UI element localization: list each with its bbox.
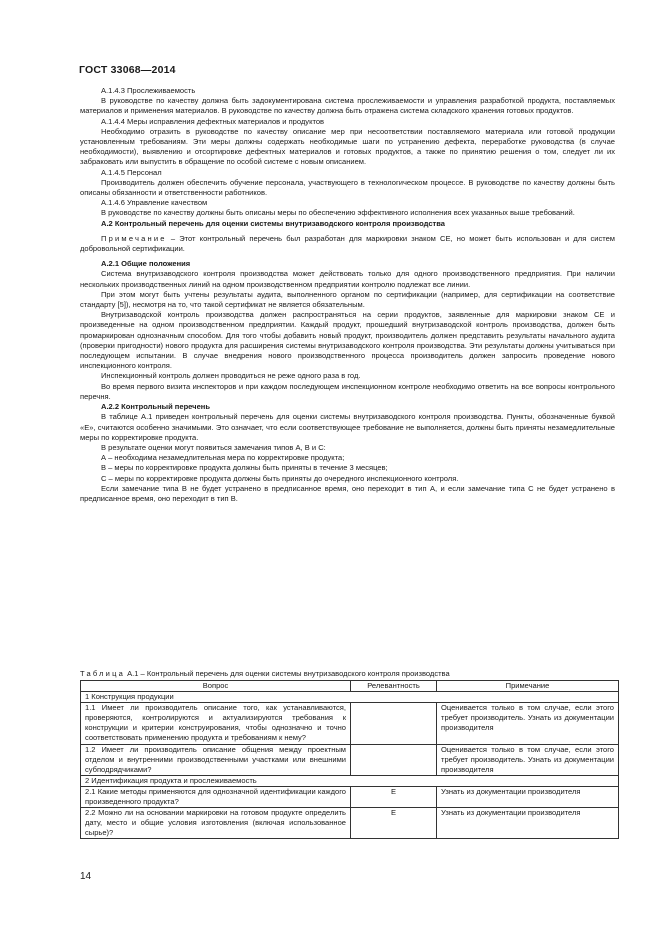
question-cell: 1.2 Имеет ли производитель описание общения между проектным отделом и внутренними производственными участками или внешними субподрядчиками? bbox=[81, 744, 351, 775]
paragraph: Если замечание типа В не будет устранено в предписанное время, оно переходит в тип А, и если замечание типа С не будет устранено в предписанное время, оно переходит в тип В. bbox=[80, 483, 615, 503]
relevance-cell: Е bbox=[351, 808, 437, 839]
paragraph: Во время первого визита инспекторов и при каждом последующем инспекционном контроле необходимо ответить на все вопросы контрольного перечня. bbox=[80, 381, 615, 401]
column-header: Примечание bbox=[437, 681, 619, 692]
section-heading: А.2.2 Контрольный перечень bbox=[101, 402, 210, 412]
note-cell: Оценивается только в том случае, если этого требует производитель. Узнать из документации производителя bbox=[437, 744, 619, 775]
page-number: 14 bbox=[80, 871, 92, 882]
table-row bbox=[81, 744, 619, 775]
relevance-cell bbox=[351, 744, 437, 775]
question-cell: 2.1 Какие методы применяются для однозначной идентификации каждого произведенного продукта? bbox=[81, 786, 351, 807]
paragraph: Инспекционный контроль должен проводиться не реже одного раза в год. bbox=[101, 371, 361, 381]
note-cell: Узнать из документации производителя bbox=[437, 808, 619, 839]
paragraph: Необходимо отразить в руководстве по качеству описание мер при несоответствии поставляемого материала или готовой продукции установленным требованиям. Эти меры должны содержать необходимые шаги по устранению дефекта, переработке руководства (в случае необходимости), выявлению и отсортировке дефектных материалов и готовых продуктов, а также по принятию решения о том, следует ли их забраковать или выпустить в обращение по особой системе с новым описанием. bbox=[80, 126, 615, 167]
table-caption-prefix: Таблица bbox=[80, 669, 125, 678]
table-row bbox=[81, 808, 619, 839]
standard-header: ГОСТ 33068—2014 bbox=[79, 64, 176, 76]
paragraph: Внутризаводской контроль производства должен распространяться на серии продуктов, заявленные для маркировки знаком СЕ и произведенные на одном производственном предприятии. Каждый продукт, прошедший внутризаводской контроль производства, должен быть промаркирован однозначным способом. Для того чтобы добавить новый продукт, производитель должен представить результаты начального аудита (проверки пригодности) нового продукта для расширения системы внутризаводского контроля производства. Эти результаты должны учитываться при последующем испытании. В случае внедрения нового производственного процесса производитель должен запросить проведение нового инспекционного контроля. bbox=[80, 310, 615, 371]
list-item: В – меры по корректировке продукта должны быть приняты в течение 3 месяцев; bbox=[101, 463, 388, 473]
section-heading: А.2 Контрольный перечень для оценки системы внутризаводского контроля производства bbox=[101, 218, 445, 228]
document-body bbox=[80, 86, 615, 504]
subsection-heading: А.1.4.3 Прослеживаемость bbox=[101, 86, 196, 95]
table-header-row bbox=[81, 681, 619, 692]
note-label: Примечание bbox=[101, 233, 167, 243]
subsection-heading: А.1.4.6 Управление качеством bbox=[101, 198, 208, 208]
table-caption bbox=[80, 669, 620, 678]
subsection-heading: А.1.4.4 Меры исправления дефектных материалов и продуктов bbox=[101, 116, 325, 126]
section-cell: 2 Идентификация продукта и прослеживаемость bbox=[81, 775, 619, 786]
column-header: Вопрос bbox=[81, 681, 351, 692]
paragraph: В результате оценки могут появиться замечания типов А, В и С: bbox=[101, 442, 326, 452]
subsection-heading: А.1.4.5 Персонал bbox=[101, 167, 162, 177]
table-caption-text: А.1 – Контрольный перечень для оценки системы внутризаводского контроля производства bbox=[125, 669, 450, 678]
column-header: Релевантность bbox=[351, 681, 437, 692]
paragraph: Производитель должен обеспечить обучение персонала, участвующего в технологическом процессе. В руководстве по качеству должны быть описаны обязанности и ответственности работников. bbox=[80, 177, 615, 198]
paragraph: В таблице А.1 приведен контрольный перечень для оценки системы внутризаводского контроля производства. Пункты, обозначенные буквой «Е», считаются особенно значимыми. Это означает, что если соответствующее требование не выполняется, должны быть приняты незамедлительные меры по корректировке продукта. bbox=[80, 412, 615, 442]
table-section-row bbox=[81, 775, 619, 786]
relevance-cell bbox=[351, 703, 437, 744]
section-heading: А.2.1 Общие положения bbox=[101, 259, 191, 269]
checklist-table bbox=[80, 680, 619, 839]
paragraph: При этом могут быть учтены результаты аудита, выполненного органом по сертификации (например, для сертификации на соответствие стандарту [5]), несмотря на то, что такой сертификат не является обязательным. bbox=[80, 289, 615, 310]
paragraph: Система внутризаводского контроля производства может действовать только для одного производственного предприятия. При наличии нескольких производственных линий на одном производственном предприятии контролю подлежат все линии. bbox=[80, 269, 615, 289]
paragraph: В руководстве по качеству должны быть описаны меры по обеспечению эффективного исполнения всех указанных выше требований. bbox=[101, 208, 575, 218]
table-row bbox=[81, 786, 619, 807]
table-row bbox=[81, 703, 619, 744]
section-cell: 1 Конструкция продукции bbox=[81, 692, 619, 703]
list-item: С – меры по корректировке продукта должны быть приняты до очередного инспекционного контроля. bbox=[101, 473, 459, 483]
note-cell: Узнать из документации производителя bbox=[437, 786, 619, 807]
list-item: А – необходима незамедлительная мера по корректировке продукта; bbox=[101, 453, 345, 463]
relevance-cell: Е bbox=[351, 786, 437, 807]
note bbox=[80, 234, 615, 254]
note-text: – Этот контрольный перечень был разработан для маркировки знаком СЕ, но может быть использован и для систем добровольной сертификации. bbox=[80, 233, 615, 254]
question-cell: 1.1 Имеет ли производитель описание того, как устанавливаются, проверяются, контролируются и актуализируются требования к конструкции и критерии конструирования, чтобы однозначно и точно соответствовать применению продукта и требованиям к нему? bbox=[81, 703, 351, 744]
table-section-row bbox=[81, 692, 619, 703]
paragraph: В руководстве по качеству должна быть задокументирована система прослеживаемости и управления разработкой продукта, поставляемых материалов и применения материалов. В руководстве по качеству должна быть отражена система складского хранения готовых продуктов. bbox=[80, 96, 615, 116]
question-cell: 2.2 Можно ли на основании маркировки на готовом продукте определить дату, место и общие условия изготовления (включая использованное сырье)? bbox=[81, 808, 351, 839]
note-cell: Оценивается только в том случае, если этого требует производитель. Узнать из документации производителя bbox=[437, 703, 619, 744]
